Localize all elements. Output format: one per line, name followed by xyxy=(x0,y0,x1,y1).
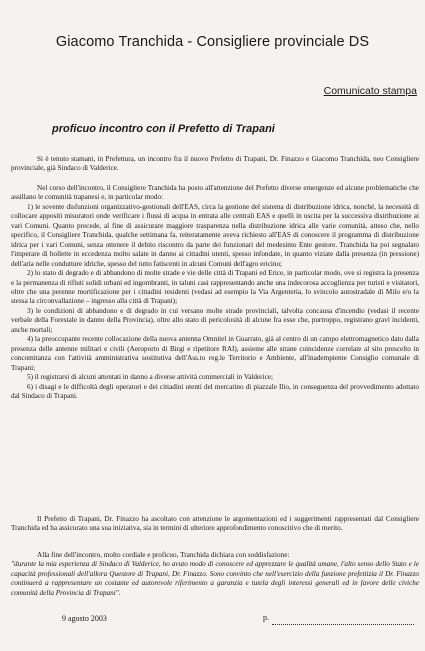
body-text xyxy=(11,155,419,174)
body-text-prefetto xyxy=(11,515,419,534)
point-3: 3) le condizioni di abbandono e di degrado in cui versano molte strade provinciali, talvolta concausa d'incendio (vedasi il recente verbale della Forestale in danno della Provincia), oltre allo stato di pericolosità di alcune fra esse che, purtroppo, registrano gravi incidenti, anche mortali; xyxy=(11,306,419,334)
prefetto-paragraph: Il Prefetto di Trapani, Dr. Finazzo ha ascoltato con attenzione le argomentazioni ed i suggerimenti rappresentati dal Consigliere Tranchida ed ha assicurato una sua iniziativa, sia in termini di ulteriore approfondimento conoscitivo che di merito. xyxy=(11,515,419,533)
main-paragraph: Nel corso dell'incontro, il Consigliere Tranchida ha posto all'attenzione del Prefetto diverse emergenze ed alcune problematiche che assillano le comunità trapanesi e, in particolar modo: xyxy=(11,184,419,202)
press-release-title: proficuo incontro con il Prefetto di Trapani xyxy=(52,123,275,135)
closing-paragraph: Alla fine dell'incontro, molto cordiale e proficuo, Tranchida dichiara con soddisfazione: xyxy=(37,551,290,559)
body-text-main xyxy=(11,184,419,401)
point-5: 5) il registrarsi di alcuni attentati in danno a diverse attività commerciali in Valderice; xyxy=(27,373,273,382)
document-header: Giacomo Tranchida - Consigliere provinciale DS xyxy=(55,34,370,50)
intro-paragraph: Si è tenuto stamani, in Prefettura, un incontro fra il nuovo Prefetto di Trapani, Dr. Finazzo e Giacomo Tranchida, neo Consigliere provinciale, già Sindaco di Valderice. xyxy=(11,155,419,173)
quote-paragraph: "durante la mia esperienza di Sindaco di Valderice, ho avuto modo di conoscere ed apprezzare le qualità umane, l'alto senso dello Stato e le capacità professionali dell'allora Questore di Trapani, Dr. Finazzo. Sono convinto che nell'esercizio della funzione prefettizia il Dr. Finazzo continuerà a rappresentare un costante ed autorevole riferimento a garanzia e tutela degli interessi generali ed in favore delle civiche comunità della Provincia di Trapani". xyxy=(11,560,419,597)
point-1: 1) le sovente disfunzioni organizzativo-gestionali dell'EAS, circa la gestione del sistema di distribuzione idrica, nonché, la necessità di collocare appositi misuratori onde verificare i flussi di acqua in entrata alle centrali EAS e quelli in uscita per la successiva distribuzione ai vari Comuni. Quanto precede, al fine di assicurare maggiore trasparenza nella distribuzione idrica alle varie comunità, atteso che, nello specifico, il Consigliere Tranchida, qualche settimana fa, reiteratamente aveva richiesto all'EAS di conoscere il programma di distribuzione idrica per i vari Comuni, senza ottenere il debito riscontro da parte dei funzionari del medesimo Ente gestore. Tranchida ha poi segnalato l'imperare di bollette in eccedenza molto salate in danno ai cittadini utenti, spesso infondate, in quanto viziate dalla presenza (in pressione) dell'aria nelle condutture idriche, spesso del tutto fatiscenti in alcuni Comuni dell'agro ericino; xyxy=(11,202,419,268)
point-4: 4) la preoccupante recente collocazione della nuova antenna Omnitel in Guarrato, già al centro di un campo elettromagnetico dato dalla presenza delle antenne militari e civili (Aeroporto di Birgi e ripetitore RAI), assieme alle strane coincidenze correlate al sito prescelto in concomitanza con l'attività amministrativa sostitutiva dell'Ass.to reg.le Territorio e Ambiente, all'inadempiente Consiglio comunale di Trapani; xyxy=(11,335,419,372)
point-6: 6) i disagi e le difficoltà degli operatori e dei cittadini utenti del mercatino di piazzale Ilio, in conseguenza del provvedimento adottato dal Sindaco di Trapani. xyxy=(11,382,419,400)
signature-line xyxy=(272,624,414,625)
body-text-closing xyxy=(11,551,419,598)
document-type-label: Comunicato stampa xyxy=(323,85,417,97)
document-date: 9 agosto 2003 xyxy=(62,614,107,623)
signature-prefix: p. xyxy=(263,613,269,622)
point-2: 2) lo stato di degrado e di abbandono di molte strade e vie delle città di Trapani ed Erice, in particolar modo, ove si registra la presenza e la permanenza di rifiuti solidi urbani ed ingombranti, in taluni casi rappresentando anche una indecorosa accoglienza per turisti e visitatori, oltre che una perenne mortificazione per i cittadini residenti (vedasi ad esempio la Via Argenteria, lo svincolo autostradale di Milo e/o la stessa la circonvallazione – ingresso alla città di Trapani); xyxy=(11,269,419,306)
